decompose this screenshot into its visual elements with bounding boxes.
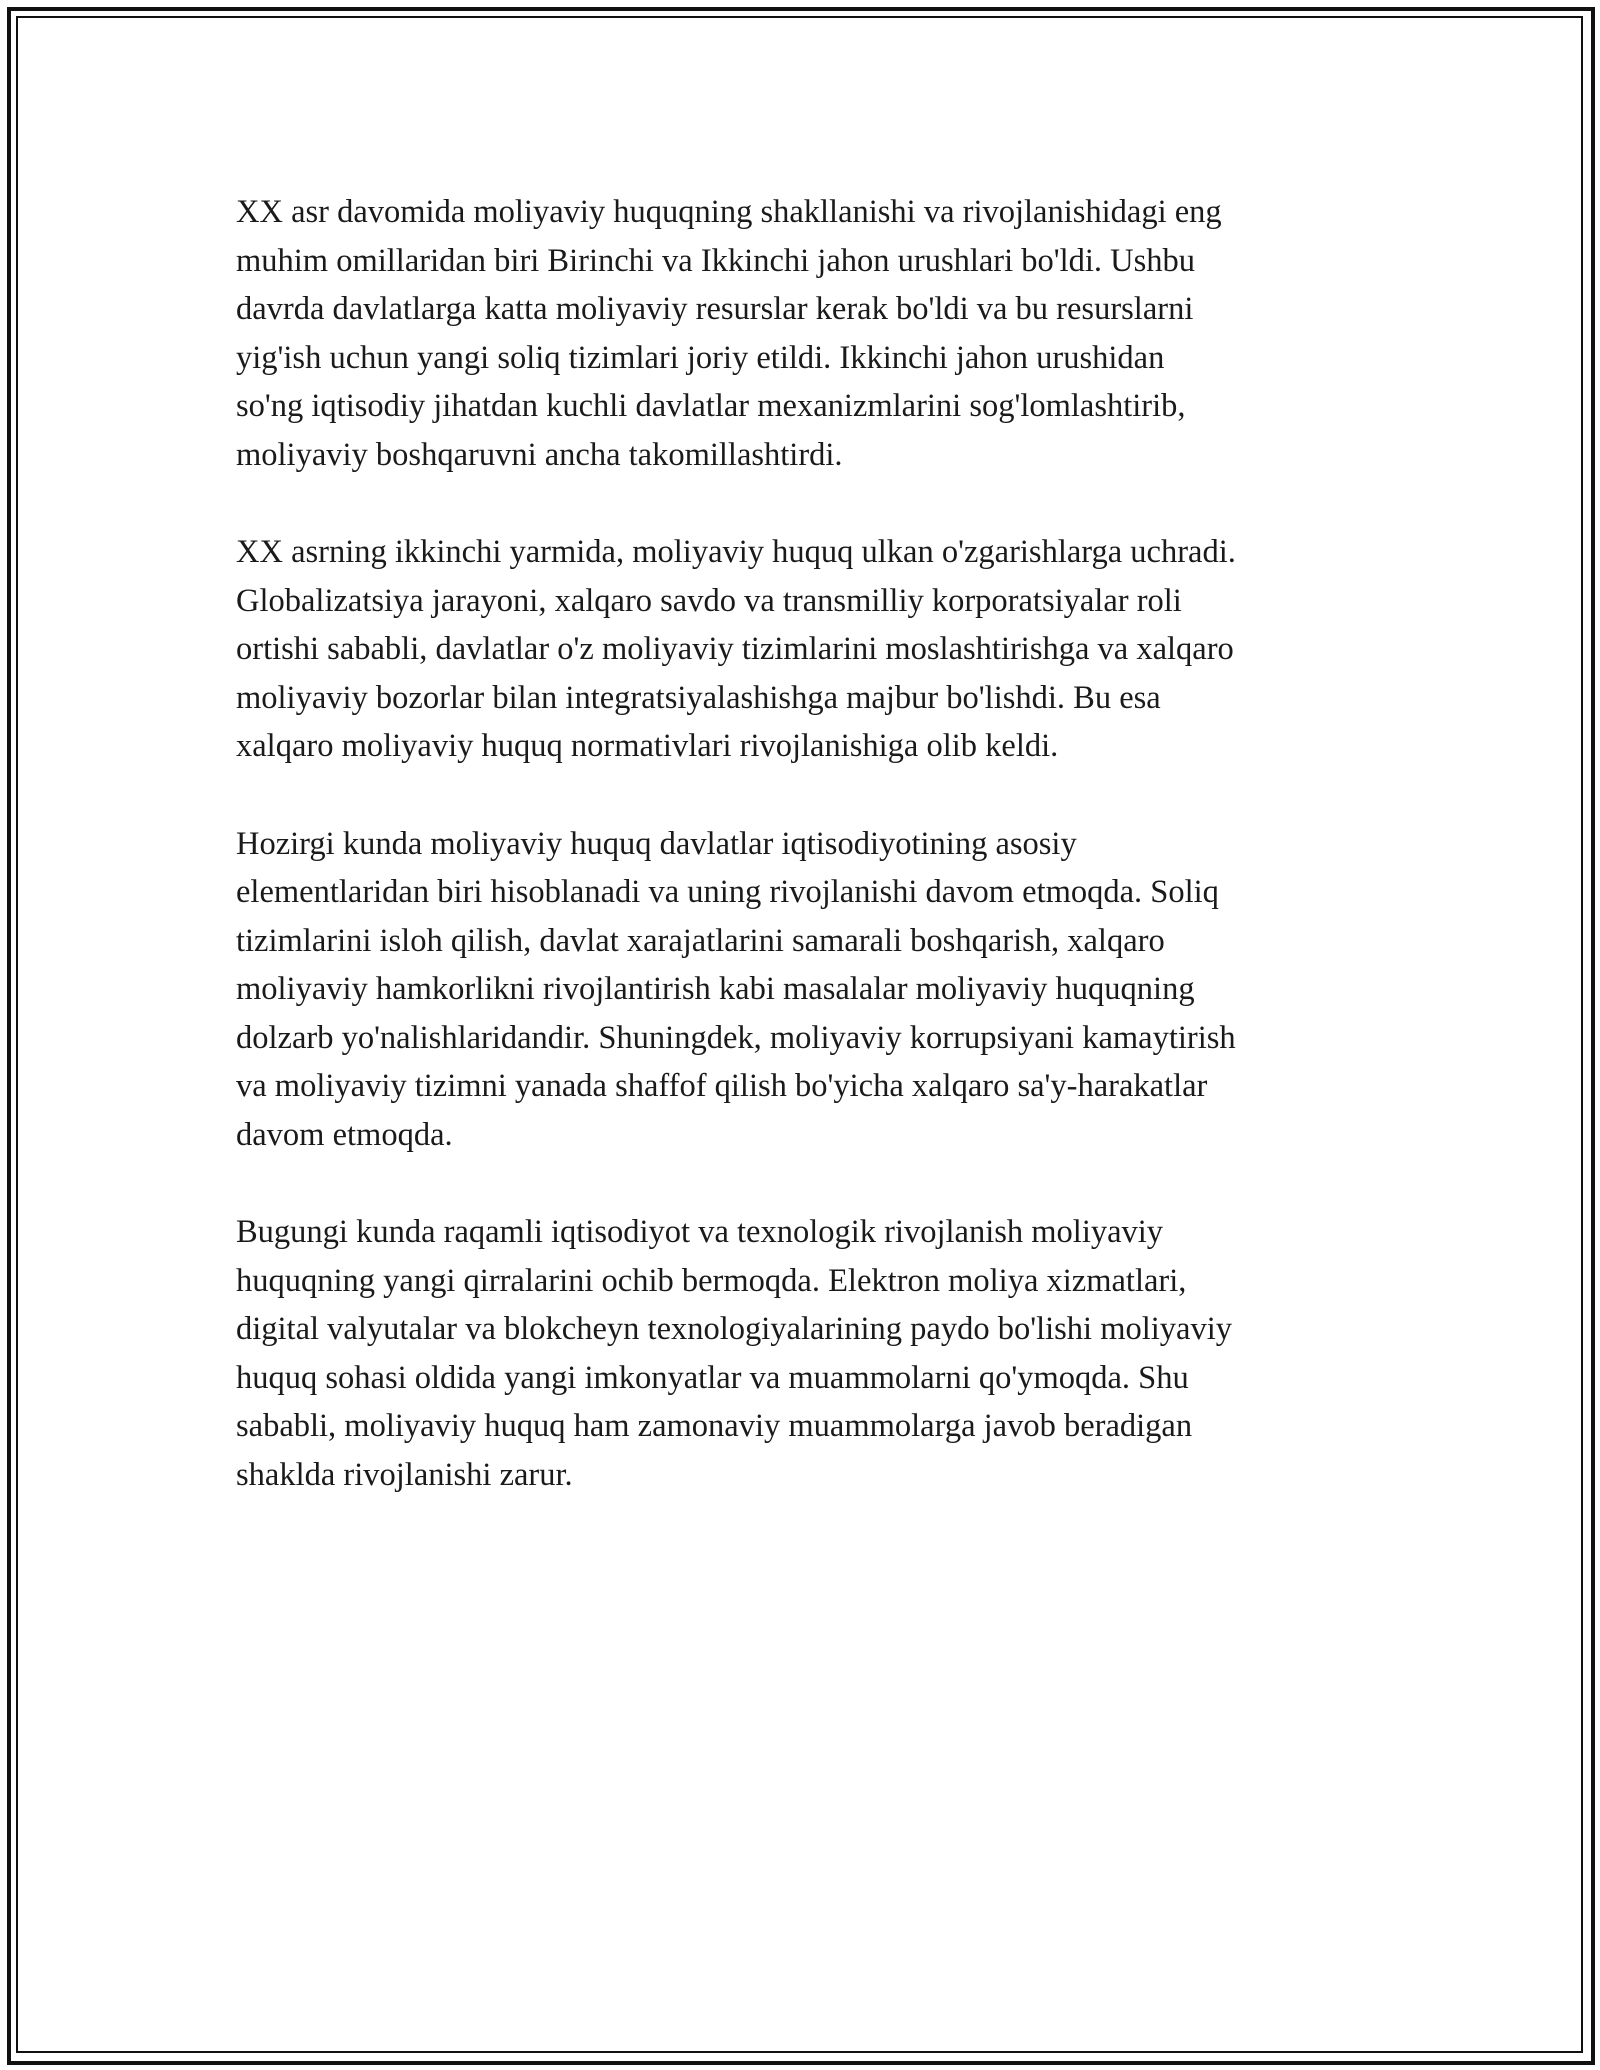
paragraph-2: XX asrning ikkinchi yarmida, moliyaviy huquq ulkan o'zgarishlarga uchradi. Globalizatsiya jarayoni, xalqaro savdo va transmilliy korporatsiyalar roli ortishi sababli, davlatlar o'z moliyaviy tizimlarini moslashtirishga va xalqaro moliyaviy bozorlar bilan integratsiyalashishga majbur bo'lishdi. Bu esa xalqaro moliyaviy huquq normativlari rivojlanishiga olib keldi. xyxy=(236,534,1236,764)
paragraph-4: Bugungi kunda raqamli iqtisodiyot va texnologik rivojlanish moliyaviy huquqning yangi qirralarini ochib bermoqda. Elektron moliya xizmatlari, digital valyutalar va blokcheyn texnologiyalarining paydo bo'lishi moliyaviy huquq sohasi oldida yangi imkonyatlar va muammolarni qo'ymoqda. Shu sababli, moliyaviy huquq ham zamonaviy muammolarga javob beradigan shaklda rivojlanishi zarur. xyxy=(236,1214,1232,1493)
paragraph-1: XX asr davomida moliyaviy huquqning shakllanishi va rivojlanishidagi eng muhim omillaridan biri Birinchi va Ikkinchi jahon urushlari bo'ldi. Ushbu davrda davlatlarga katta moliyaviy resurslar kerak bo'ldi va bu resurslarni yig'ish uchun yangi soliq tizimlari joriy etildi. Ikkinchi jahon urushidan so'ng iqtisodiy jihatdan kuchli davlatlar mexanizmlarini sog'lomlashtirib, moliyaviy boshqaruvni ancha takomillashtirdi. xyxy=(236,194,1222,473)
paragraph-3: Hozirgi kunda moliyaviy huquq davlatlar iqtisodiyotining asosiy elementlaridan biri hisoblanadi va uning rivojlanishi davom etmoqda. Soliq tizimlarini isloh qilish, davlat xarajatlarini samarali boshqarish, xalqaro moliyaviy hamkorlikni rivojlantirish kabi masalalar moliyaviy huquqning dolzarb yo'nalishlaridandir. Shuningdek, moliyaviy korrupsiyani kamaytirish va moliyaviy tizimni yanada shaffof qilish bo'yicha xalqaro sa'y-harakatlar davom etmoqda. xyxy=(236,825,1236,1153)
document-body xyxy=(236,188,1376,1548)
